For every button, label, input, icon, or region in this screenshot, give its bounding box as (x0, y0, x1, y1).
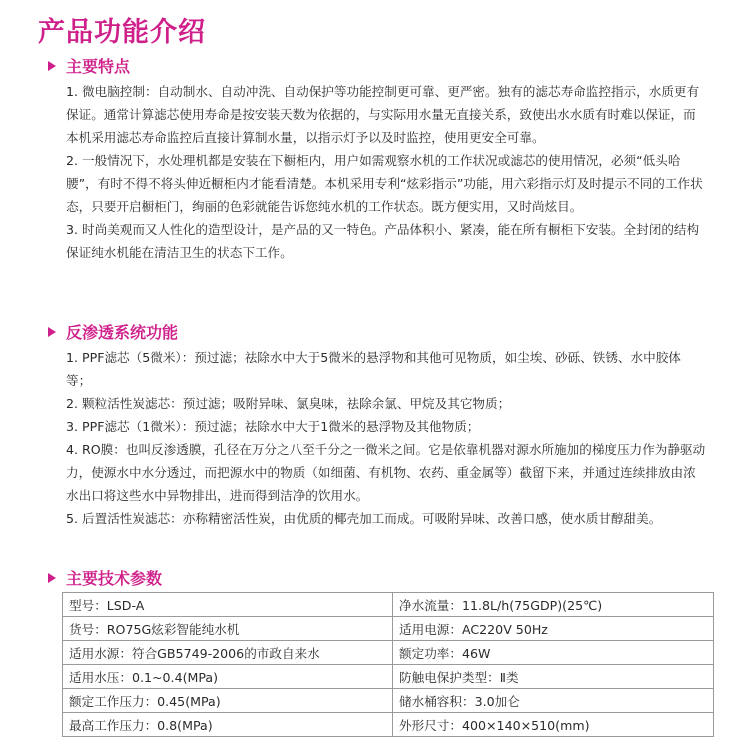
spec-cell: 防触电保护类型：Ⅱ类 (393, 665, 714, 689)
spec-cell: 适用电源：AC220V 50Hz (393, 617, 714, 641)
section-title-ro-label: 反渗透系统功能 (66, 323, 179, 342)
table-row (63, 665, 714, 689)
ro-paragraph-5: 5. 后置活性炭滤芯：亦称精密活性炭，由优质的椰壳加工而成。可吸附异味、改善口感，使水质甘醇甜美。 (66, 511, 662, 526)
triangle-bullet-icon (48, 61, 56, 71)
spec-cell: 额定工作压力：0.45(MPa) (63, 689, 393, 713)
triangle-bullet-icon (48, 327, 56, 337)
table-row (63, 689, 714, 713)
ro-paragraph-1: 1. PPF滤芯（5微米）：预过滤；祛除水中大于5微米的悬浮物和其他可见物质，如尘埃、砂砾、铁锈、水中胶体等； (66, 350, 681, 388)
feature-paragraph-1: 1. 微电脑控制：自动制水、自动冲洗、自动保护等功能控制更可靠、更严密。独有的滤芯寿命监控指示，水质更有保证。通常计算滤芯使用寿命是按安装天数为依据的，与实际用水量无直接关系，致使出水水质有时难以保证，而本机采用滤芯寿命监控后直接计算制水量，以指示灯予以及时监控，使用更安全可靠。 (66, 84, 700, 145)
feature-paragraph-2: 2. 一般情况下，水处理机都是安装在下橱柜内，用户如需观察水机的工作状况或滤芯的使用情况，必须“低头哈腰”，有时不得不将头伸近橱柜内才能看清楚。本机采用专利“炫彩指示”功能，用六彩指示灯及时提示不同的工作状态，只要开启橱柜门，绚丽的色彩就能告诉您纯水机的工作状态。既方便实用，又时尚炫目。 (66, 153, 703, 214)
spec-cell: 型号：LSD-A (63, 593, 393, 617)
section-title-ro (48, 320, 178, 343)
feature-paragraph-3: 3. 时尚美观而又人性化的造型设计，是产品的又一特色。产品体积小、紧凑，能在所有橱柜下安装。全封闭的结构保证纯水机能在清洁卫生的状态下工作。 (66, 222, 700, 260)
section-title-specs (48, 566, 162, 589)
table-row (63, 593, 714, 617)
ro-paragraph-2: 2. 颗粒活性炭滤芯：预过滤；吸附异味、氯臭味，祛除余氯、甲烷及其它物质； (66, 396, 511, 411)
table-row (63, 641, 714, 665)
features-text (66, 80, 706, 264)
table-row (63, 617, 714, 641)
section-title-features (48, 54, 130, 77)
spec-cell: 储水桶容积：3.0加仑 (393, 689, 714, 713)
ro-text (66, 346, 706, 530)
spec-cell: 适用水压：0.1~0.4(MPa) (63, 665, 393, 689)
spec-cell: 外形尺寸：400×140×510(mm) (393, 713, 714, 737)
spec-cell: 最高工作压力：0.8(MPa) (63, 713, 393, 737)
section-title-features-label: 主要特点 (66, 57, 131, 76)
spec-cell: 适用水源：符合GB5749-2006的市政自来水 (63, 641, 393, 665)
ro-paragraph-4: 4. RO膜：也叫反渗透膜，孔径在万分之八至千分之一微米之间。它是依靠机器对源水所施加的梯度压力作为静驱动力，使源水中水分透过，而把源水中的物质（如细菌、有机物、农药、重金属等）截留下来，并通过连续排放由浓水出口将这些水中异物排出，进而得到洁净的饮用水。 (66, 442, 706, 503)
spec-cell: 货号：RO75G炫彩智能纯水机 (63, 617, 393, 641)
page-title: 产品功能介绍 (38, 17, 206, 48)
triangle-bullet-icon (48, 573, 56, 583)
section-title-specs-label: 主要技术参数 (66, 569, 163, 588)
spec-table (62, 592, 714, 737)
ro-paragraph-3: 3. PPF滤芯（1微米）：预过滤；祛除水中大于1微米的悬浮物及其他物质； (66, 419, 480, 434)
spec-cell: 净水流量：11.8L/h(75GDP)(25℃) (393, 593, 714, 617)
spec-cell: 额定功率：46W (393, 641, 714, 665)
table-row (63, 713, 714, 737)
